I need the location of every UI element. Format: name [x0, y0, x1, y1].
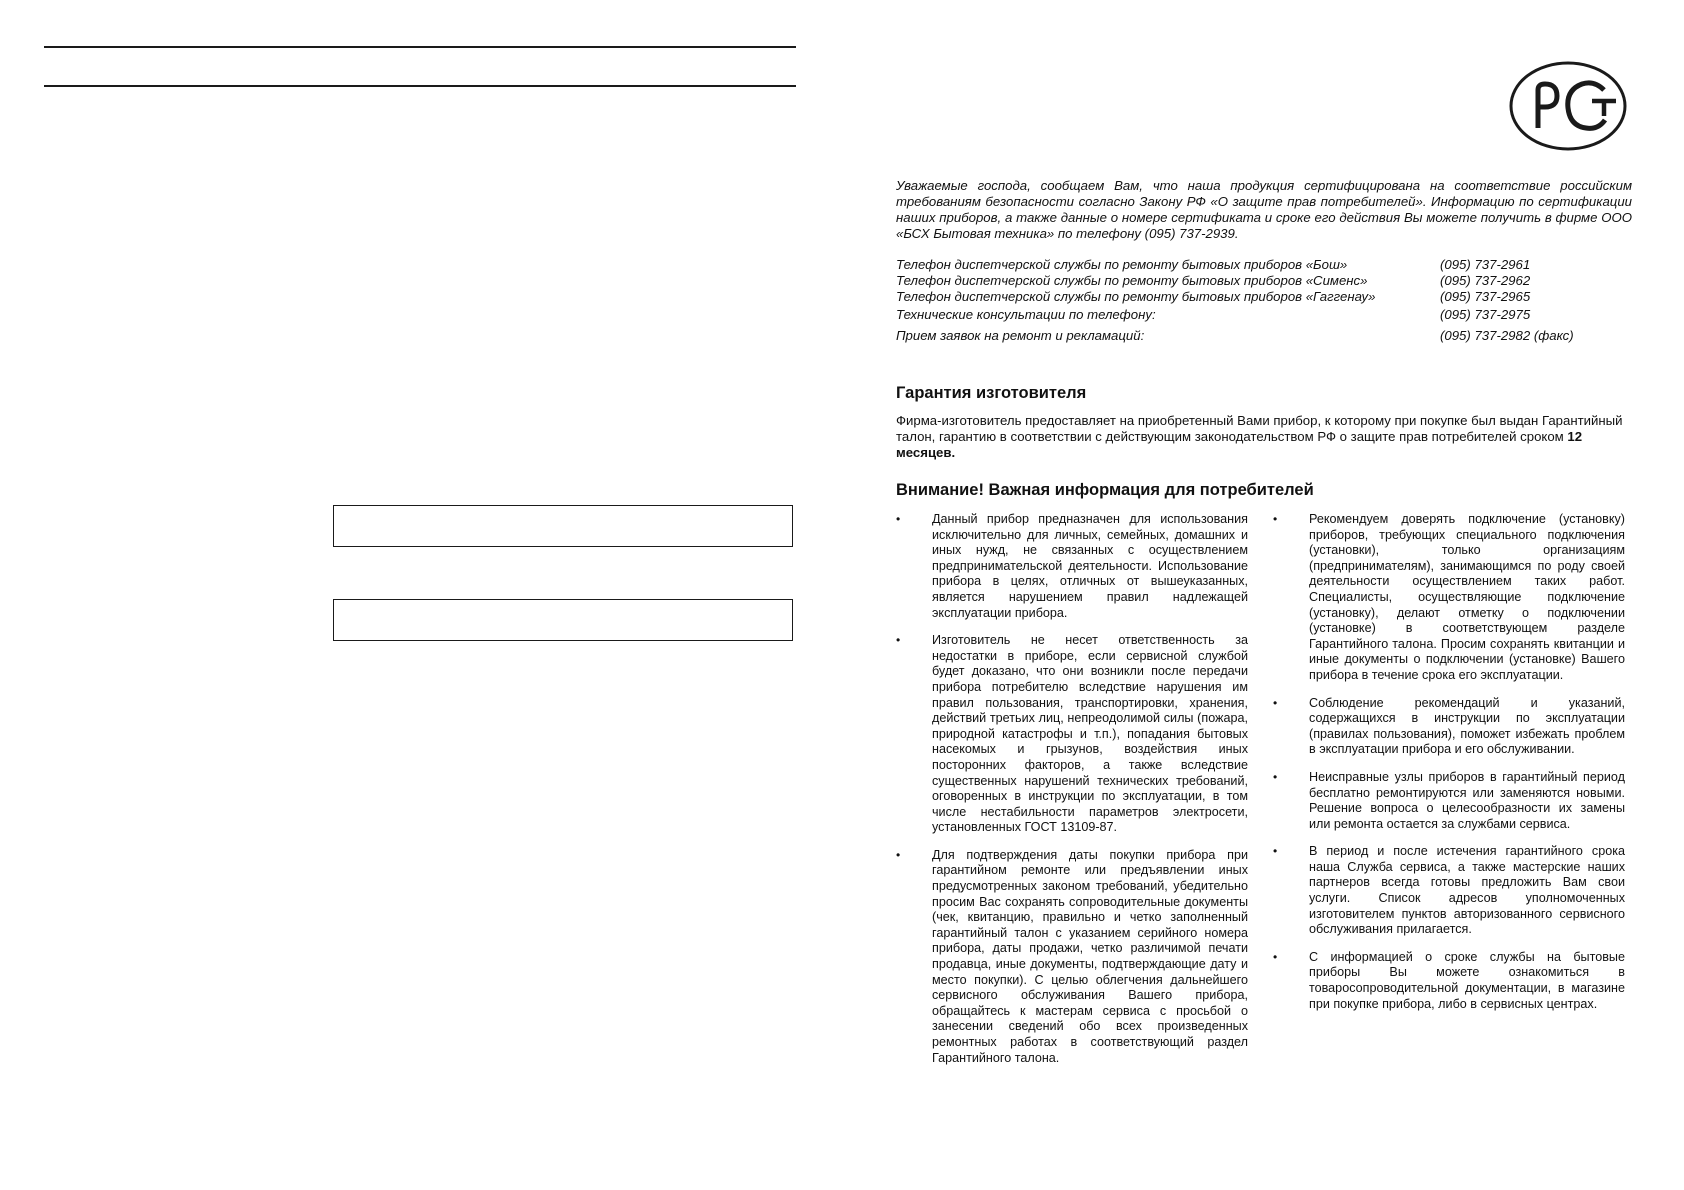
phone-number: (095) 737-2982 (факс) — [1440, 328, 1574, 343]
notice-heading: Внимание! Важная информация для потребителей — [896, 481, 1314, 499]
notice-item-text: Для подтверждения даты покупки прибора при гарантийном ремонте или предъявлении иных предусмотренных законом требований, убедительно просим Вас сохранять сопроводительные документы (чек, квитанцию, правильно и четко заполненный гарантийный талон с указанием серийного номера прибора, даты продажи, четко различимой печати продавца, иные документы, подтверждающие дату и место покупки). С целью облегчения дальнейшего сервисного обслуживания Вашего прибора, обращайтесь к мастерам сервиса с просьбой о занесении сведений обо всех произведенных ремонтных работах в соответствующий раздел Гарантийного талона. — [932, 847, 1248, 1065]
notice-item — [1273, 844, 1625, 938]
phone-number: (095) 737-2975 — [1440, 307, 1531, 322]
bullet-icon: • — [1273, 949, 1278, 964]
second-rule — [44, 85, 796, 87]
bullet-icon: • — [1273, 844, 1278, 859]
phone-label: Прием заявок на ремонт и рекламаций: — [896, 328, 1145, 343]
notice-item — [896, 848, 1248, 1066]
notice-item — [896, 512, 1248, 621]
bullet-icon: • — [1273, 695, 1278, 710]
notice-item-text: Неисправные узлы приборов в гарантийный период бесплатно ремонтируются или заменяются новыми. Решение вопроса о целесообразности их замены или ремонта остается за службами сервиса. — [1309, 769, 1625, 831]
notice-item — [896, 633, 1248, 836]
guarantee-text — [896, 413, 1636, 461]
notice-item-text: С информацией о сроке службы на бытовые приборы Вы можете ознакомиться в товаросопроводительной документации, в магазине при покупке прибора, либо в сервисных центрах. — [1309, 949, 1625, 1011]
phone-row-repair — [896, 328, 1636, 347]
blank-box-lower — [333, 599, 793, 641]
phone-label: Телефон диспетчерской службы по ремонту бытовых приборов «Сименс» — [896, 273, 1368, 288]
phone-row-gaggenau — [896, 289, 1636, 305]
phone-label: Технические консультации по телефону: — [896, 307, 1156, 322]
notice-item — [1273, 696, 1625, 758]
notice-item-text: В период и после истечения гарантийного срока наша Служба сервиса, а также мастерские наших партнеров всегда готовы предложить Вам свои услуги. Список адресов уполномоченных изготовителем пунктов авторизованного сервисного обслуживания прилагается. — [1309, 844, 1625, 937]
phone-label: Телефон диспетчерской службы по ремонту бытовых приборов «Бош» — [896, 257, 1348, 272]
bullet-icon: • — [896, 847, 901, 862]
bullet-icon: • — [1273, 512, 1278, 526]
notice-item-text: Рекомендуем доверять подключение (установку) приборов, требующих специального подключения (установки), только организациям (предпринимателям), занимающимся по роду своей деятельности осуществлением таких работ. Специалисты, осуществляющие подключение (установку), делают отметку о подключении (установке) в соответствующем разделе Гарантийного талона. Просим сохранять квитанции и иные документы о подключении (установке) Вашего прибора в течение срока его эксплуатации. — [1309, 512, 1625, 682]
notice-item-text: Изготовитель не несет ответственность за недостатки в приборе, если сервисной службой будет доказано, что они возникли после передачи прибора потребителю вследствие нарушения им правил пользования, транспортировки, хранения, действий третьих лиц, непреодолимой силы (пожара, природной катастрофы и т.п.), попадания бытовых насекомых и грызунов, воздействия иных посторонних факторов, а также вследствие существенных нарушений технических требований, оговоренных в инструкции по эксплуатации, в том числе нестабильности параметров электросети, установленных ГОСТ 13109-87. — [932, 633, 1248, 835]
guarantee-body: Фирма-изготовитель предоставляет на приобретенный Вами прибор, к которому при покупке был выдан Гарантийный талон, гарантию в соответствии с действующим законодательством РФ о защите прав потребителей сроком — [896, 413, 1623, 444]
notice-item — [1273, 512, 1625, 684]
phone-row-bosch — [896, 257, 1636, 273]
notice-item-text: Данный прибор предназначен для использования исключительно для личных, семейных, домашних и иных нужд, не связанных с осуществлением предпринимательской деятельности. Использование прибора в целях, отличных от вышеуказанных, является нарушением правил надлежащей эксплуатации прибора. — [932, 512, 1248, 620]
rst-mark-icon — [1508, 60, 1632, 152]
phone-number: (095) 737-2962 — [1440, 273, 1531, 288]
rst-certification-logo — [1508, 60, 1632, 152]
phone-row-siemens — [896, 273, 1636, 289]
guarantee-term: 12 месяцев. — [896, 429, 1583, 460]
blank-box-upper — [333, 505, 793, 547]
notice-item-text: Соблюдение рекомендаций и указаний, содержащихся в инструкции по эксплуатации (правилах пользования), поможет избежать проблем в эксплуатации прибора и его обслуживании. — [1309, 695, 1625, 757]
notice-left-column — [896, 512, 1248, 1078]
notice-item — [1273, 950, 1625, 1012]
phone-number: (095) 737-2965 — [1440, 289, 1531, 304]
phone-number: (095) 737-2961 — [1440, 257, 1531, 272]
phone-row-consult — [896, 307, 1636, 326]
top-rule — [44, 46, 796, 48]
bullet-icon: • — [896, 512, 901, 526]
guarantee-heading: Гарантия изготовителя — [896, 384, 1087, 402]
bullet-icon: • — [896, 633, 901, 648]
notice-right-column — [1273, 512, 1625, 1024]
certification-intro: Уважаемые господа, сообщаем Вам, что наша продукция сертифицирована на соответствие российским требованиям безопасности согласно Закону РФ «О защите прав потребителей». Информацию по сертификации наших приборов, а также данные о номере сертификата и сроке его действия Вы можете получить в фирме ООО «БСХ Бытовая техника» по телефону (095) 737-2939. — [896, 178, 1632, 241]
bullet-icon: • — [1273, 769, 1278, 784]
notice-item — [1273, 770, 1625, 832]
service-phones — [896, 257, 1636, 347]
phone-label: Телефон диспетчерской службы по ремонту бытовых приборов «Гаггенау» — [896, 289, 1376, 304]
